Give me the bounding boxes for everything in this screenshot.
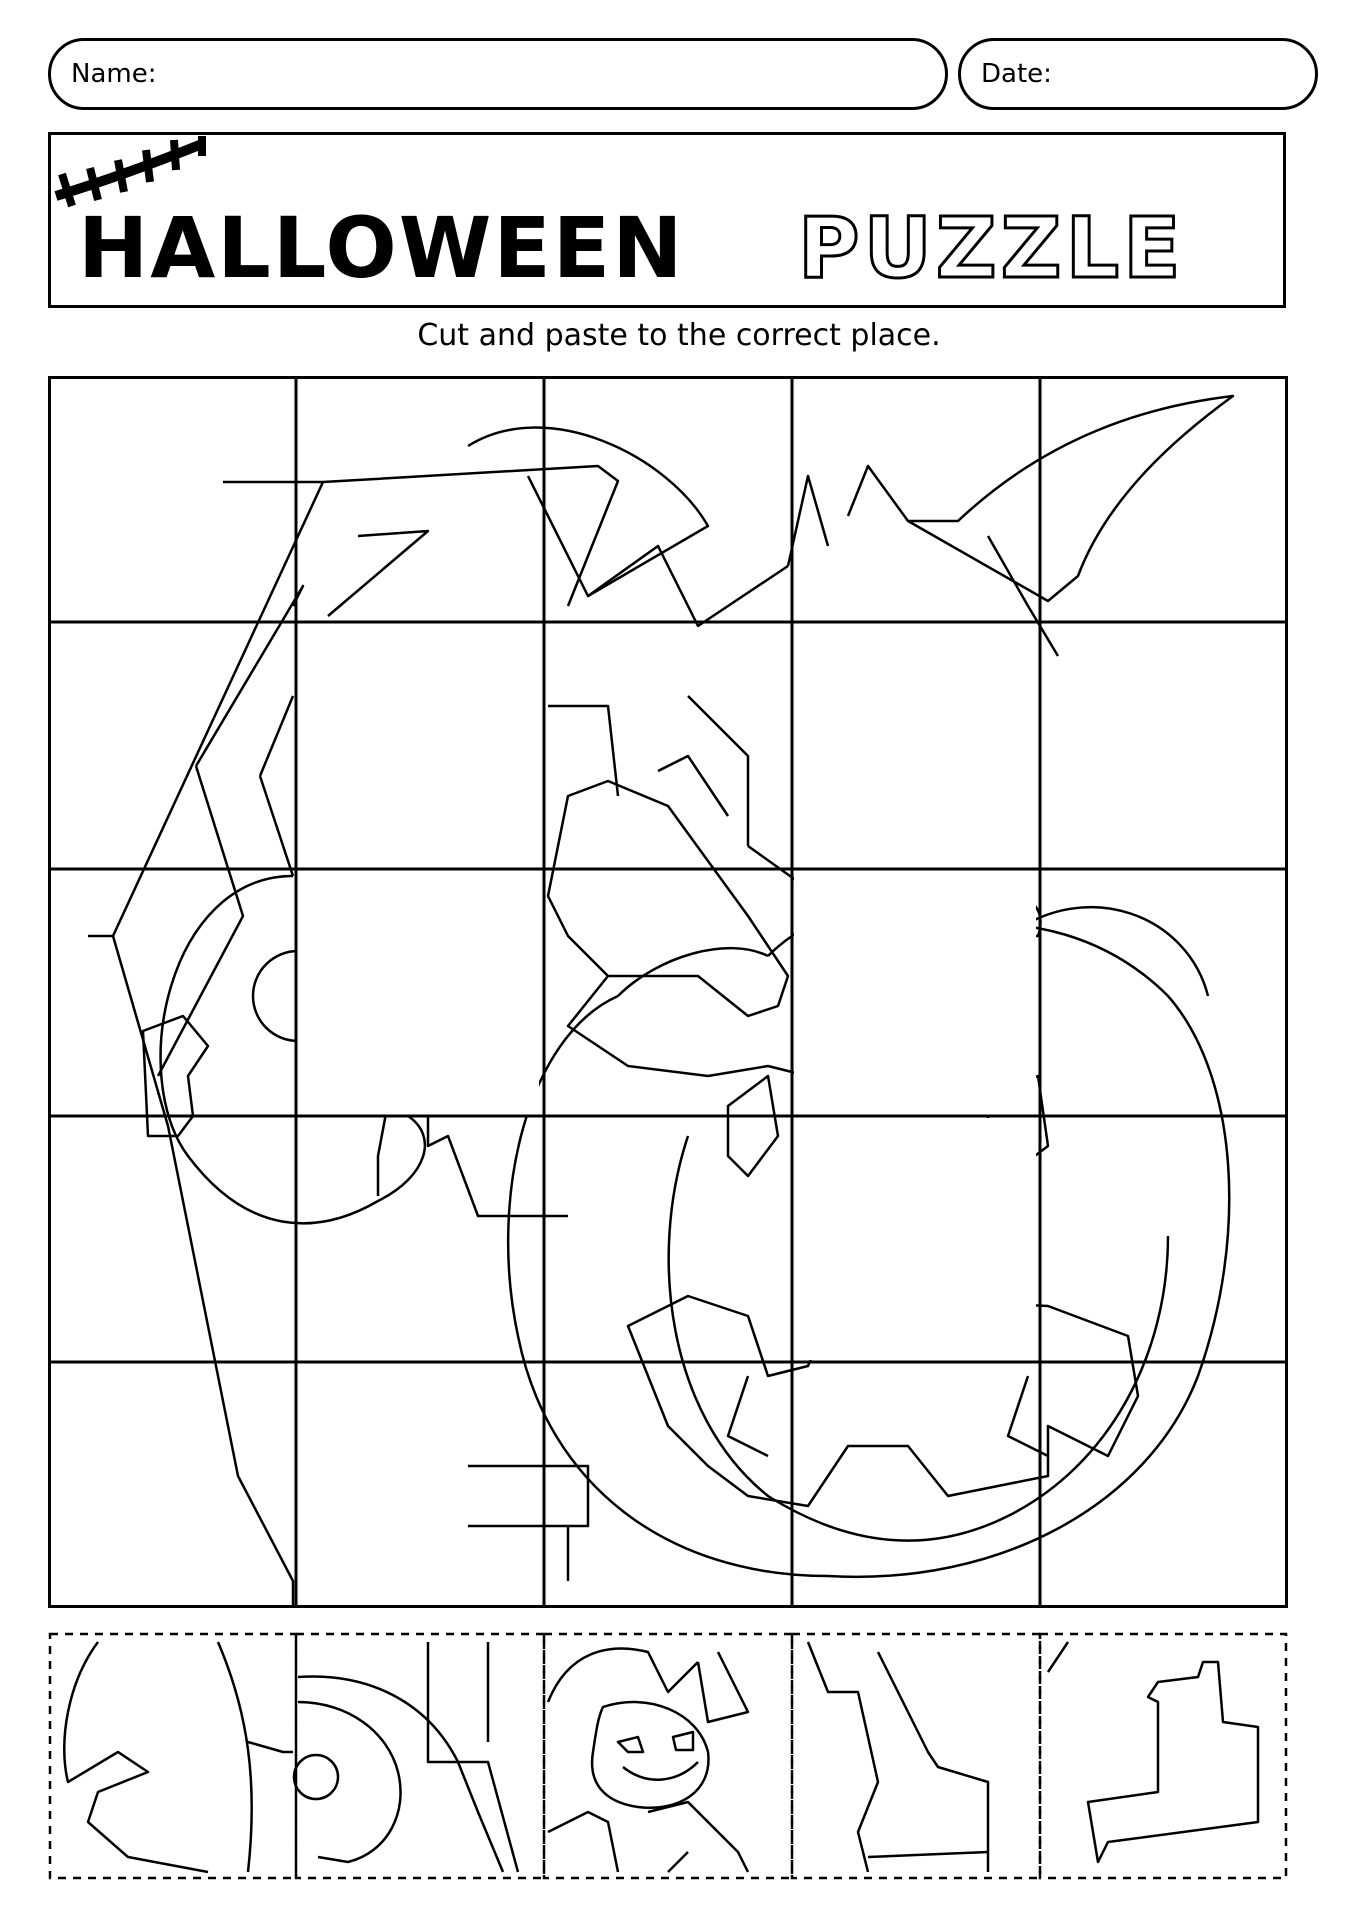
puzzle-grid (48, 376, 1288, 1608)
cutout-pieces-row (48, 1632, 1288, 1880)
bat-wing-right (908, 396, 1233, 601)
cutout-piece-2 (296, 1634, 544, 1878)
name-field[interactable] (48, 38, 948, 110)
date-field[interactable] (958, 38, 1318, 110)
page-title (78, 200, 1278, 310)
cutout-piece-5 (1040, 1634, 1286, 1878)
cutout-piece-4 (792, 1634, 1040, 1878)
title-halloween: HALLOWEEN (78, 199, 685, 297)
instruction-text: Cut and paste to the correct place. (417, 318, 941, 353)
puzzle-artwork (48, 376, 1288, 1608)
cutout-piece-3 (544, 1634, 792, 1878)
name-label: Name: (71, 59, 157, 89)
claw-hand (548, 781, 788, 1016)
title-puzzle: PUZZLE (798, 199, 1185, 297)
pumpkin-eye-left (728, 1076, 778, 1176)
date-label: Date: (981, 59, 1052, 89)
bat-wing-left (468, 428, 708, 596)
cutout-piece-1 (50, 1634, 296, 1878)
